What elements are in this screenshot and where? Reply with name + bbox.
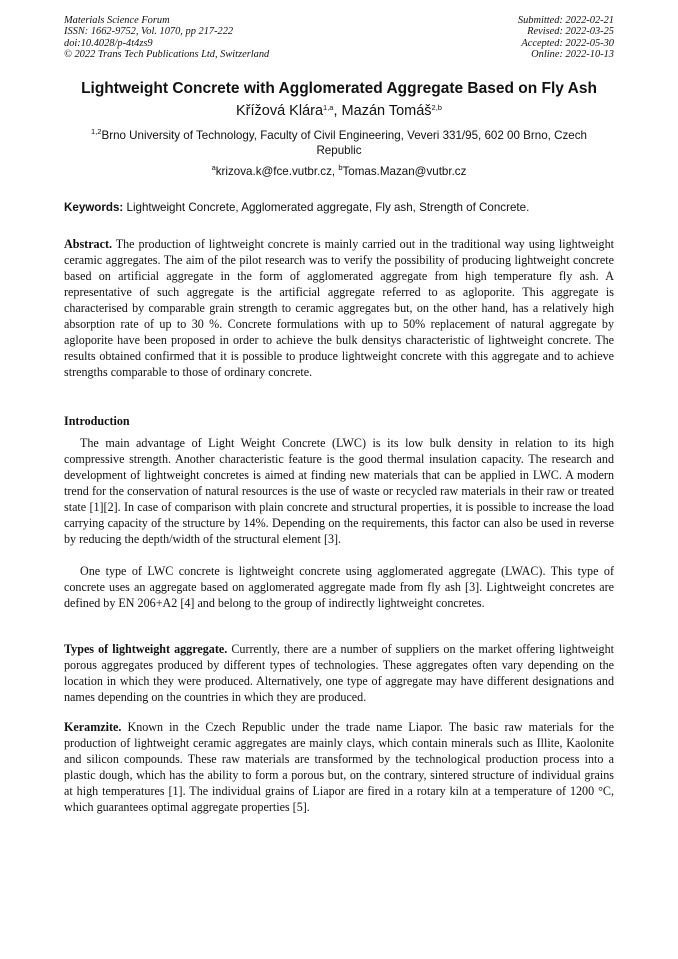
email-a-sup: a xyxy=(211,163,216,172)
header-right xyxy=(518,15,614,61)
types-text: Currently, there are a number of suppliers on the market offering lightweight porous aggregates produced by different types of technologies. These aggregates often vary depending on the location in which they were produced. Alternatively, one type of aggregate may have different designations and names depending on the countries in which they are produced. xyxy=(64,642,614,704)
header-left xyxy=(64,15,269,61)
journal-name: Materials Science Forum xyxy=(64,15,170,26)
keramzite-text: Known in the Czech Republic under the trade name Liapor. The basic raw materials for the production of lightweight ceramic aggregates are mainly clays, which contain minerals such as Illite, Kaolonite and silicon compounds. These raw materials are transformed by the technological production process into a plastic dough, which has the ability to form a porous but, on the contrary, sintered structure of individual grains at high temperatures [1]. The individual grains of Liapor are fired in a rotary kiln at a temperature of 1200 °C, which guarantees optimal aggregate properties [5]. xyxy=(64,720,614,814)
emails-line xyxy=(0,165,678,178)
author-2-sup: 2,b xyxy=(431,103,442,112)
copyright-line: © 2022 Trans Tech Publications Ltd, Switzerland xyxy=(64,49,270,61)
issn-line: ISSN: 1662-9752, Vol. 1070, pp 217-222 xyxy=(64,26,234,38)
author-1-sup: 1,a xyxy=(323,103,334,112)
introduction-paragraph-2: One type of LWC concrete is lightweight concrete using agglomerated aggregate (LWAC). This type of concrete uses an aggregate based on agglomerated aggregate made from fly ash [3]. Lightweight concretes are defined by EN 206+A2 [4] and belong to the group of indirectly lightweight concretes. xyxy=(64,564,614,610)
author-2: Mazán Tomáš xyxy=(341,103,432,119)
introduction-paragraph-1: The main advantage of Light Weight Concrete (LWC) is its low bulk density in relation to its high compressive strength. Another characteristic feature is the good thermal insulation capacity. The research and development of lightweight concretes is aimed at finding new materials that can be applied in LWC. A modern trend for the conservation of natural resources is the use of waste or recycled raw materials in their raw or treated state [1][2]. In case of comparison with plain concrete and structural properties, it is possible to increase the load carrying capacity of the structure by 14%. Depending on the requirements, this factor can also be used in reverse by reducing the depth/width of the structural element [3]. xyxy=(64,436,614,546)
keywords-text: Lightweight Concrete, Agglomerated aggregate, Fly ash, Strength of Concrete. xyxy=(123,201,530,214)
keramzite-label: Keramzite. xyxy=(64,720,122,734)
keywords xyxy=(64,201,614,214)
keywords-label: Keywords: xyxy=(64,201,124,214)
email-a: krizova.k@fce.vutbr.cz, xyxy=(215,165,339,178)
abstract-text: The production of lightweight concrete is mainly carried out in the traditional way using lightweight ceramic aggregates. The aim of the pilot research was to verify the possibility of producing lightweight concrete based on artificial aggregate in the form of agglomerated aggregate from high temperature fly ash. A representative of such aggregate is the artificial aggregate referred to as agloporite. This aggregate is characterised by comparable grain strength to ceramic aggregates but, on the other hand, has a relatively high absorption rate of up to 30 %. Concrete formulations with up to 50% replacement of natural aggregate by agloporite have been proposed in order to achieve the bulk densitys characteristic of lightweight concrete. The results obtained confirmed that it is possible to produce lightweight concrete with this aggregate and to achieve strengths comparable to those of ordinary concrete. xyxy=(64,237,614,379)
types-paragraph xyxy=(64,641,614,705)
revised-date: Revised: 2022-03-25 xyxy=(527,26,614,38)
email-b: Tomas.Mazan@vutbr.cz xyxy=(342,165,467,178)
keramzite-paragraph xyxy=(64,719,614,815)
accepted-date: Accepted: 2022-05-30 xyxy=(521,37,614,49)
doi-line: doi:10.4028/p-4t4zs9 xyxy=(64,37,153,49)
paper-title: Lightweight Concrete with Agglomerated Aggregate Based on Fly Ash xyxy=(81,80,597,97)
abstract-label: Abstract. xyxy=(64,237,113,251)
types-label: Types of lightweight aggregate. xyxy=(64,642,228,656)
affiliation-sup: 1,2 xyxy=(91,127,102,136)
abstract xyxy=(64,236,614,380)
affiliation-text: Brno University of Technology, Faculty of Civil Engineering, Veveri 331/95, 602 00 Brno, Czech Republic xyxy=(101,129,587,157)
author-separator: , xyxy=(333,103,342,119)
affiliation xyxy=(80,129,598,158)
author-1: Křížová Klára xyxy=(236,103,324,119)
email-b-sup: b xyxy=(338,163,343,172)
submitted-date: Submitted: 2022-02-21 xyxy=(517,15,614,26)
authors-line xyxy=(0,103,678,119)
online-date: Online: 2022-10-13 xyxy=(531,49,614,61)
introduction-heading: Introduction xyxy=(64,414,130,428)
